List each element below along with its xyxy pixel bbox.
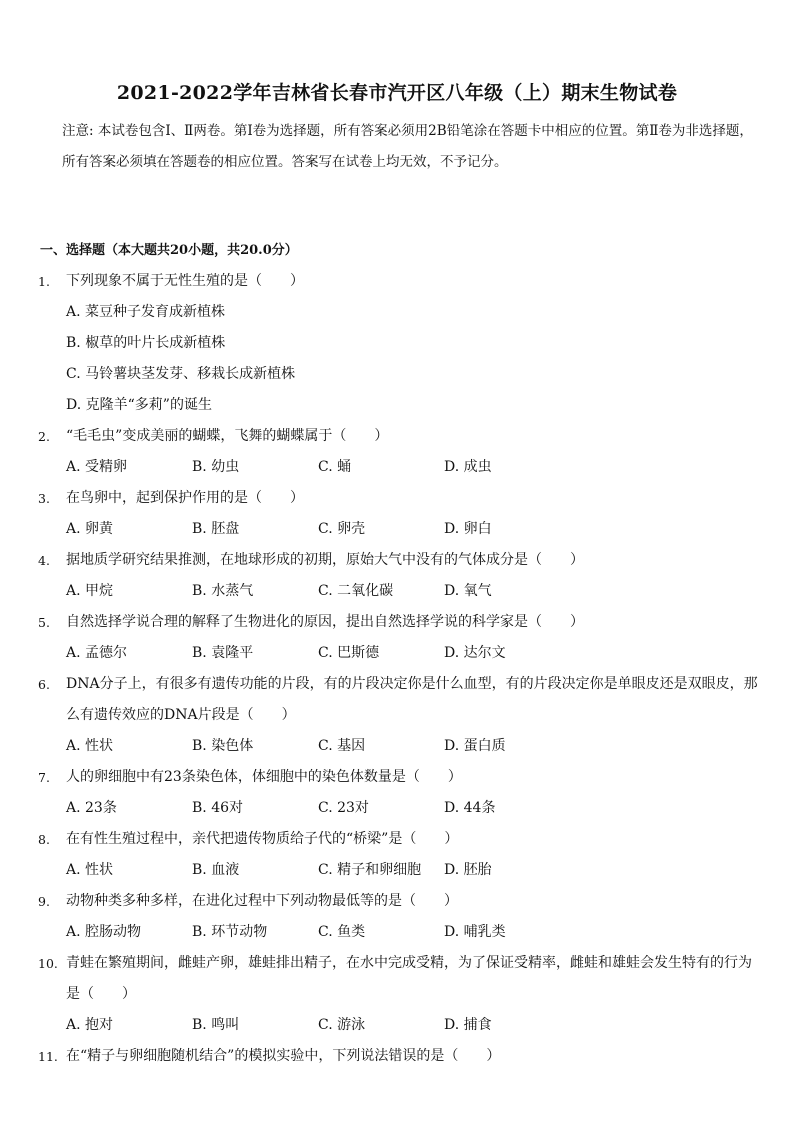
option-b: B. 水蒸气 [192, 583, 254, 599]
question-number: 8. [38, 832, 50, 847]
option-c: C. 精子和卵细胞 [318, 862, 422, 878]
question-8 [0, 824, 794, 886]
option-d: D. 达尔文 [444, 645, 506, 661]
option-d: D. 44条 [444, 800, 496, 816]
option-b: B. 46对 [192, 800, 244, 816]
question-number: 10. [38, 956, 58, 971]
question-text: 下列现象不属于无性生殖的是（ ） [66, 273, 304, 289]
question-text: 在“精子与卵细胞随机结合”的模拟实验中，下列说法错误的是（ ） [66, 1048, 501, 1064]
question-10-options [0, 1010, 794, 1041]
option-b: B. 染色体 [192, 738, 254, 754]
option-a: A. 甲烷 [66, 583, 114, 599]
option-b: B. 环节动物 [192, 924, 268, 940]
question-text: 在有性生殖过程中，亲代把遗传物质给子代的“桥梁”是（ ） [66, 831, 459, 847]
question-text: 动物种类多种多样，在进化过程中下列动物最低等的是（ ） [66, 893, 458, 909]
option-b: B. 椒草的叶片长成新植株 [66, 335, 226, 351]
option-c: C. 鱼类 [318, 924, 366, 940]
option-b: B. 鸣叫 [192, 1017, 240, 1033]
option-d: D. 克隆羊“多莉”的诞生 [66, 397, 212, 413]
exam-title: 2021-2022学年吉林省长春市汽开区八年级（上）期末生物试卷 [116, 82, 678, 104]
section-header: 一、选择题（本大题共20小题，共20.0分） [40, 243, 298, 258]
question-number: 6. [38, 677, 50, 692]
question-5 [0, 607, 794, 669]
option-b: B. 血液 [192, 862, 240, 878]
question-number: 9. [38, 894, 50, 909]
question-number: 11. [38, 1049, 58, 1064]
question-text: 人的卵细胞中有23条染色体，体细胞中的染色体数量是（ ） [66, 769, 462, 785]
question-9 [0, 886, 794, 948]
option-d: D. 捕食 [444, 1017, 492, 1033]
question-text: 青蛙在繁殖期间，雌蛙产卵，雄蛙排出精子，在水中完成受精，为了保证受精率，雌蛙和雄蛙会发生特有的行为是（ ） [66, 955, 752, 1002]
option-c: C. 蛹 [318, 459, 352, 475]
question-number: 1. [38, 274, 50, 289]
question-text: 在鸟卵中，起到保护作用的是（ ） [66, 490, 304, 506]
question-3 [0, 483, 794, 545]
question-7 [0, 762, 794, 824]
option-b: B. 幼虫 [192, 459, 240, 475]
option-c: C. 23对 [318, 800, 369, 816]
option-c: C. 巴斯德 [318, 645, 380, 661]
question-1 [0, 266, 794, 421]
question-list [0, 266, 794, 1072]
option-a: A. 菜豆种子发育成新植株 [66, 304, 226, 320]
option-d: D. 成虫 [444, 459, 492, 475]
question-text: DNA分子上，有很多有遗传功能的片段，有的片段决定你是什么血型，有的片段决定你是单眼皮还是双眼皮，那么有遗传效应的DNA片段是（ ） [66, 676, 758, 723]
question-10 [0, 948, 794, 1010]
question-number: 7. [38, 770, 50, 785]
question-number: 3. [38, 491, 50, 506]
option-a: A. 腔肠动物 [66, 924, 142, 940]
question-11 [0, 1041, 794, 1072]
option-d: D. 卵白 [444, 521, 492, 537]
option-a: A. 性状 [66, 738, 114, 754]
question-6 [0, 669, 794, 731]
option-a: A. 卵黄 [66, 521, 114, 537]
question-number: 2. [38, 429, 50, 444]
option-c: C. 二氧化碳 [318, 583, 394, 599]
exam-notice: 注意: 本试卷包含Ⅰ、Ⅱ两卷。第Ⅰ卷为选择题，所有答案必须用2B铅笔涂在答题卡中相应的位置。第Ⅱ卷为非选择题，所有答案必须填在答题卷的相应位置。答案写在试卷上均无效，不予记分。 [62, 123, 753, 170]
option-d: D. 哺乳类 [444, 924, 506, 940]
question-2 [0, 421, 794, 483]
option-c: C. 卵壳 [318, 521, 366, 537]
question-number: 4. [38, 553, 50, 568]
question-text: “毛毛虫”变成美丽的蝴蝶，飞舞的蝴蝶属于（ ） [66, 428, 389, 444]
option-a: A. 孟德尔 [66, 645, 128, 661]
option-c: C. 马铃薯块茎发芽、移栽长成新植株 [66, 366, 296, 382]
question-text: 据地质学研究结果推测，在地球形成的初期，原始大气中没有的气体成分是（ ） [66, 552, 584, 568]
option-c: C. 基因 [318, 738, 366, 754]
option-d: D. 氧气 [444, 583, 492, 599]
question-4 [0, 545, 794, 607]
option-d: D. 蛋白质 [444, 738, 506, 754]
option-a: A. 受精卵 [66, 459, 128, 475]
option-d: D. 胚胎 [444, 862, 492, 878]
question-number: 5. [38, 615, 50, 630]
option-a: A. 性状 [66, 862, 114, 878]
question-6-options [0, 731, 794, 762]
option-a: A. 抱对 [66, 1017, 114, 1033]
option-b: B. 袁隆平 [192, 645, 254, 661]
option-a: A. 23条 [66, 800, 117, 816]
question-text: 自然选择学说合理的解释了生物进化的原因，提出自然选择学说的科学家是（ ） [66, 614, 584, 630]
option-c: C. 游泳 [318, 1017, 366, 1033]
option-b: B. 胚盘 [192, 521, 240, 537]
